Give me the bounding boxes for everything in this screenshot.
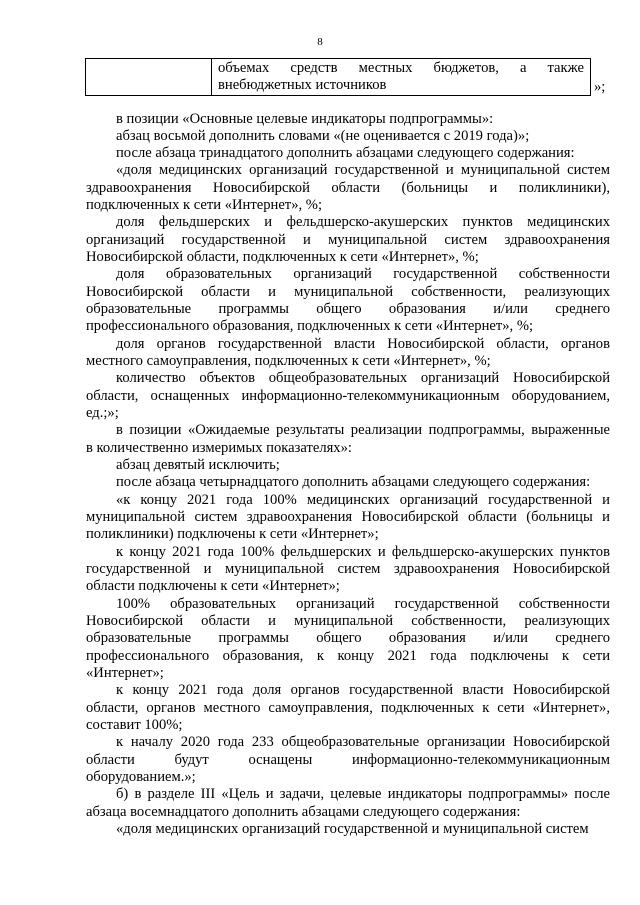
paragraph-line: составит 100%; <box>86 717 183 734</box>
paragraph-line: Новосибирской области и муниципальной собственности, реализующих <box>86 613 610 630</box>
paragraph-line: «Интернет»; <box>86 665 164 682</box>
paragraph-line: профессионального образования, подключенных к сети «Интернет», %; <box>86 318 534 335</box>
paragraph-first-line: «доля медицинских организаций государственной и муниципальной систем <box>116 821 589 838</box>
paragraph-line: Новосибирской области и муниципальной собственности, реализующих <box>86 283 610 300</box>
paragraph-first-line: «к концу 2021 года 100% медицинских организаций государственной и <box>116 491 610 508</box>
paragraph-first-line: доля фельдшерских и фельдшерско-акушерских пунктов медицинских <box>116 214 610 231</box>
paragraph-first-line: доля образовательных организаций государственной собственности <box>116 266 610 283</box>
paragraph-first-line: в позиции «Ожидаемые результаты реализации подпрограммы, выраженные <box>116 422 610 439</box>
paragraph-first-line: 100% образовательных организаций государственной собственности <box>116 595 610 612</box>
paragraph-first-line: в позиции «Основные целевые индикаторы подпрограммы»: <box>116 110 494 127</box>
paragraph-first-line: доля органов государственной власти Новосибирской области, органов <box>116 335 610 352</box>
paragraph-line: профессионального образования, к концу 2021 года подключены к сети <box>86 647 610 664</box>
paragraph-line: абзаца восемнадцатого дополнить абзацами следующего содержания: <box>86 803 521 820</box>
paragraph-first-line: абзац восьмой дополнить словами «(не оценивается с 2019 года)»; <box>116 127 530 144</box>
paragraph-line: государственной и муниципальной систем здравоохранения Новосибирской <box>86 561 610 578</box>
paragraph-line: подключенных к сети «Интернет», %; <box>86 197 322 214</box>
table-cell-line: внебюджетных источников <box>218 77 387 93</box>
paragraph-line: образовательные программы общего образования и/или среднего <box>86 630 610 647</box>
paragraph-line: образовательные программы общего образования и/или среднего <box>86 301 610 318</box>
quote-close-mark: »; <box>594 79 606 95</box>
table-cell-line: объемах средств местных бюджетов, а также <box>218 60 584 76</box>
paragraph-first-line: после абзаца четырнадцатого дополнить абзацами следующего содержания: <box>116 474 591 491</box>
paragraph-line: области, оснащенных информационно-телекоммуникационным оборудованием, <box>86 387 610 404</box>
paragraph-line: организаций государственной и муниципальной систем здравоохранения <box>86 231 610 248</box>
paragraph-line: местного самоуправления, подключенных к сети «Интернет», %; <box>86 353 491 370</box>
paragraph-line: поликлиники) подключены к сети «Интернет»; <box>86 526 379 543</box>
paragraph-first-line: к концу 2021 года доля органов государственной власти Новосибирской <box>116 682 610 699</box>
paragraph-line: здравоохранения Новосибирской области (больницы и поликлиники), <box>86 179 610 196</box>
paragraph-first-line: «доля медицинских организаций государственной и муниципальной систем <box>116 162 610 179</box>
paragraph-first-line: к началу 2020 года 233 общеобразовательные организации Новосибирской <box>116 734 610 751</box>
paragraph-first-line: к концу 2021 года 100% фельдшерских и фельдшерско-акушерских пунктов <box>116 543 610 560</box>
paragraph-first-line: количество объектов общеобразовательных организаций Новосибирской <box>116 370 610 387</box>
paragraph-first-line: после абзаца тринадцатого дополнить абзацами следующего содержания: <box>116 145 575 162</box>
paragraph-line: Новосибирской области, подключенных к сети «Интернет», %; <box>86 249 479 266</box>
paragraph-line: в количественно измеримых показателях»: <box>86 439 352 456</box>
paragraph-first-line: абзац девятый исключить; <box>116 457 280 474</box>
paragraph-line: муниципальной систем здравоохранения Новосибирской области (больницы и <box>86 509 610 526</box>
paragraph-line: области, органов местного самоуправления, подключенных к сети «Интернет», <box>86 699 610 716</box>
paragraph-line: ед.;»; <box>86 405 119 422</box>
paragraph-line: области будут оснащены информационно-телекоммуникационным <box>86 751 610 768</box>
paragraph-line: оборудованием.»; <box>86 769 196 786</box>
paragraph-first-line: б) в разделе III «Цель и задачи, целевые индикаторы подпрограммы» после <box>116 786 610 803</box>
paragraph-line: области подключены к сети «Интернет»; <box>86 578 340 595</box>
page-number: 8 <box>317 36 323 48</box>
